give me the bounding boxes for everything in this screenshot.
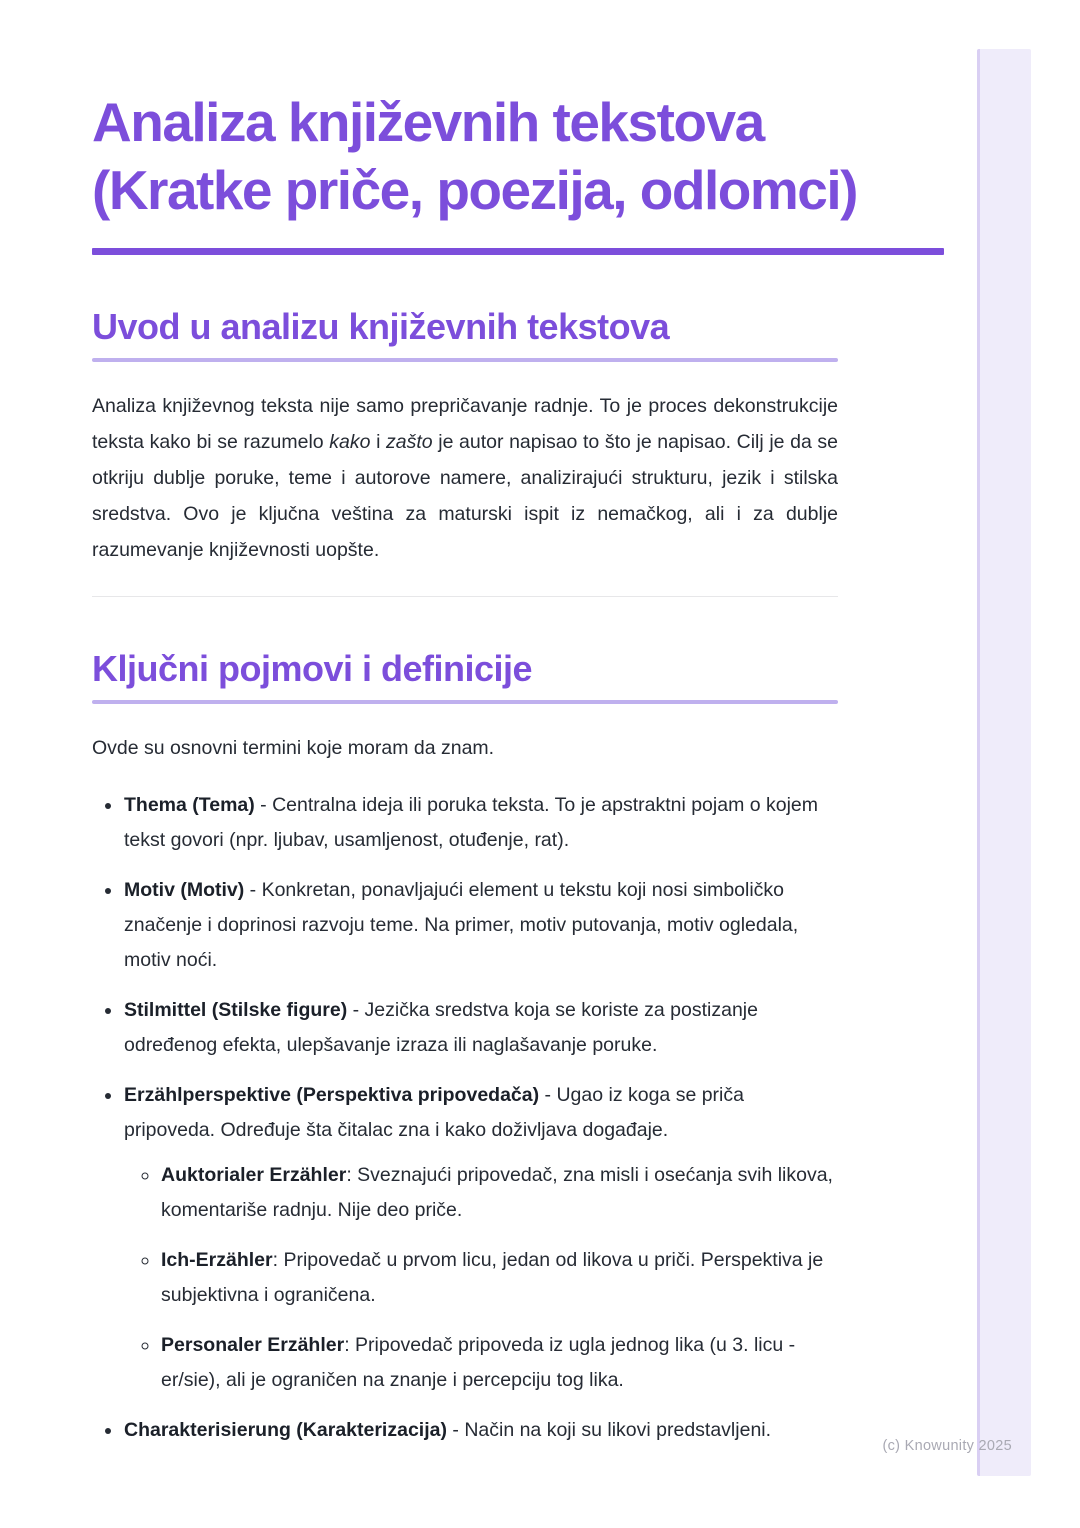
section-heading-uvod: Uvod u analizu književnih tekstova [92, 306, 670, 347]
list-item-thema [123, 788, 838, 858]
term-name: Ich-Erzähler [161, 1249, 273, 1271]
paragraph-text: je autor napisao to što je napisao. Cilj je da se otkriju dublje poruke, teme i autorove namere, analizirajući strukturu, jezik i stilska sredstva. Ovo je ključna veština za maturski ispit iz nemačkog, ali i za dublje razumevanje književnosti uopšte. [92, 431, 838, 561]
perspective-sub-list [124, 1158, 838, 1398]
sub-item-auktorialer [160, 1158, 838, 1228]
heading-underline [92, 358, 838, 362]
note-content [92, 0, 857, 1463]
copyright-footer: (c) Knowunity 2025 [882, 1438, 1012, 1454]
term-separator: - [244, 879, 262, 901]
terms-list [92, 788, 838, 1448]
term-separator: - [446, 1419, 465, 1441]
term-separator: - [254, 794, 273, 816]
list-item-charakterisierung [123, 1413, 838, 1448]
term-name: Personaler Erzähler [161, 1334, 345, 1356]
term-definition: Ugao iz koga se priča pripoveda. Određuje šta čitalac zna i kako doživljava događaje. [124, 1084, 744, 1141]
term-definition: Pripovedač u prvom licu, jedan od likova u priči. Perspektiva je subjektivna i ograničena. [161, 1249, 824, 1306]
section-divider [92, 596, 838, 597]
term-separator: - [539, 1084, 557, 1106]
italic-word-kako: kako [329, 431, 371, 453]
list-item-stilmittel [123, 993, 838, 1063]
term-name: Thema (Tema) [124, 794, 255, 816]
sub-item-personaler [160, 1328, 838, 1398]
term-name: Charakterisierung (Karakterizacija) [124, 1419, 447, 1441]
sub-item-ich-erzaehler [160, 1243, 838, 1313]
section-uvod [92, 305, 838, 597]
term-definition: Sveznajući pripovedač, zna misli i osećanja svih likova, komentariše radnju. Nije deo priče. [161, 1164, 833, 1221]
title-divider [92, 248, 944, 255]
right-margin-strip [977, 49, 1031, 1476]
term-name: Motiv (Motiv) [124, 879, 245, 901]
page-title: Analiza književnih tekstova (Kratke priče, poezija, odlomci) [92, 91, 857, 221]
italic-word-zasto: zašto [386, 431, 433, 453]
term-definition: Jezička sredstva koja se koriste za postizanje određenog efekta, ulepšavanje izraza ili naglašavanje poruke. [124, 999, 758, 1056]
list-item-erzaehlperspektive [123, 1078, 838, 1398]
term-name: Stilmittel (Stilske figure) [124, 999, 348, 1021]
term-definition: Način na koji su likovi predstavljeni. [464, 1419, 772, 1441]
term-separator: : [346, 1164, 358, 1186]
term-name: Auktorialer Erzähler [161, 1164, 347, 1186]
term-name: Erzählperspektive (Perspektiva pripovedača) [124, 1084, 540, 1106]
term-definition: Konkretan, ponavljajući element u tekstu koji nosi simboličko značenje i doprinosi razvoju teme. Na primer, motiv putovanja, motiv ogledala, motiv noći. [124, 879, 799, 971]
term-definition: Centralna ideja ili poruka teksta. To je apstraktni pojam o kojem tekst govori (npr. ljubav, usamljenost, otuđenje, rat). [124, 794, 819, 851]
term-separator: : [344, 1334, 356, 1356]
list-item-motiv [123, 873, 838, 978]
paragraph-text: Analiza književnog teksta nije samo prepričavanje radnje. To je proces dekonstrukcije teksta kako bi se razumelo [92, 395, 838, 453]
term-definition: Pripovedač pripoveda iz ugla jednog lika (u 3. licu - er/sie), ali je ograničen na znanje i percepciju tog lika. [161, 1334, 796, 1391]
intro-paragraph [92, 388, 838, 568]
terms-intro-line: Ovde su osnovni termini koje moram da znam. [92, 737, 495, 759]
paragraph-text: i [370, 431, 387, 453]
term-separator: : [272, 1249, 284, 1271]
heading-underline [92, 700, 838, 704]
section-pojmovi [92, 647, 838, 1448]
section-heading-pojmovi: Ključni pojmovi i definicije [92, 648, 533, 689]
term-separator: - [347, 999, 365, 1021]
